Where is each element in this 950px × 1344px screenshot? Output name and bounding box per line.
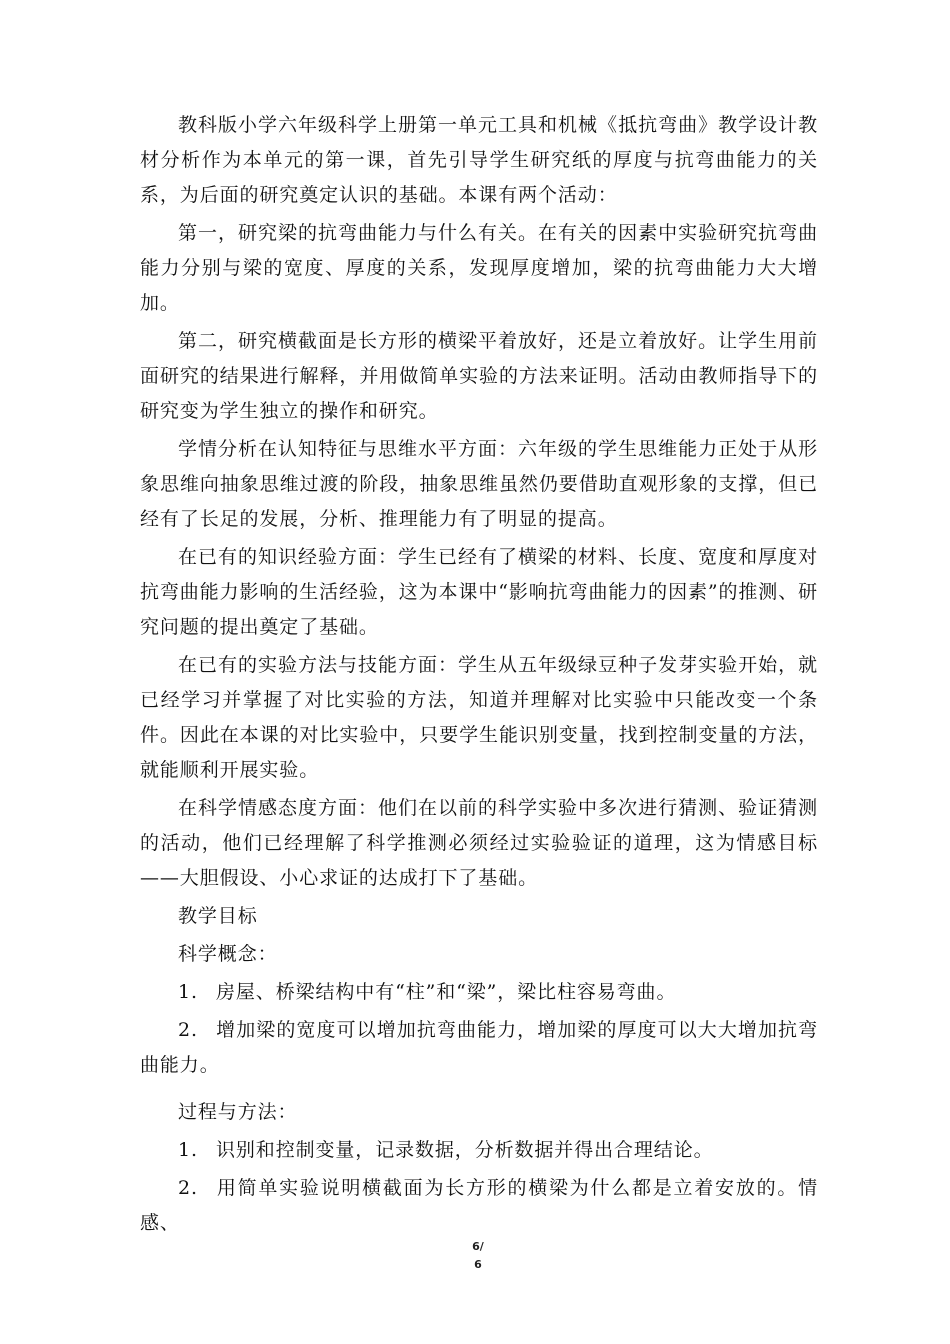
list-item-text: 识别和控制变量，记录数据，分析数据并得出合理结论。	[216, 1139, 714, 1161]
science-concept-item	[140, 1013, 818, 1083]
list-item-text: 增加梁的宽度可以增加抗弯曲能力，增加梁的厚度可以大大增加抗弯曲能力。	[140, 1019, 818, 1076]
process-methods-heading: 过程与方法：	[178, 1101, 298, 1123]
document-body	[140, 108, 818, 1241]
paragraph-student-analysis: 学情分析在认知特征与思维水平方面：六年级的学生思维能力正处于从形象思维向抽象思维过渡的阶段，抽象思维虽然仍要借助直观形象的支撑，但已经有了长足的发展，分析、推理能力有了明显的提高。	[140, 438, 818, 530]
science-concept-item	[140, 975, 818, 1010]
list-number: 2.	[178, 1019, 198, 1041]
process-method-item	[140, 1133, 818, 1168]
paragraph-experiment-skills: 在已有的实验方法与技能方面：学生从五年级绿豆种子发芽实验开始，就已经学习并掌握了对比实验的方法，知道并理解对比实验中只能改变一个条件。因此在本课的对比实验中，只要学生能识别变量，找到控制变量的方法，就能顺利开展实验。	[140, 654, 818, 781]
process-method-item	[140, 1171, 818, 1241]
list-item-text: 房屋、桥梁结构中有“柱”和“梁”，梁比柱容易弯曲。	[216, 981, 677, 1003]
science-concepts-heading: 科学概念：	[178, 943, 278, 965]
paragraph-activity-two: 第二，研究横截面是长方形的横梁平着放好，还是立着放好。让学生用前面研究的结果进行解释，并用做简单实验的方法来证明。活动由教师指导下的研究变为学生独立的操作和研究。	[140, 330, 818, 422]
paragraph-emotion-attitude: 在科学情感态度方面：他们在以前的科学实验中多次进行猜测、验证猜测的活动，他们已经理解了科学推测必须经过实验验证的道理，这为情感目标——大胆假设、小心求证的达成打下了基础。	[140, 797, 818, 889]
list-item-text: 用简单实验说明横截面为长方形的横梁为什么都是立着安放的。情感、	[140, 1177, 818, 1234]
list-number: 2.	[178, 1177, 198, 1199]
paragraph-teaching-material-analysis: 教科版小学六年级科学上册第一单元工具和机械《抵抗弯曲》教学设计教材分析作为本单元的第一课，首先引导学生研究纸的厚度与抗弯曲能力的关系，为后面的研究奠定认识的基础。本课有两个活动：	[140, 114, 818, 206]
page-number-top: 6/	[472, 1240, 484, 1253]
paragraph-activity-one: 第一，研究梁的抗弯曲能力与什么有关。在有关的因素中实验研究抗弯曲能力分别与梁的宽度、厚度的关系，发现厚度增加，梁的抗弯曲能力大大增加。	[140, 222, 818, 314]
page-number	[466, 1238, 490, 1274]
list-number: 1.	[178, 981, 198, 1003]
teaching-goals-heading: 教学目标	[178, 905, 258, 927]
page-number-bottom: 6	[474, 1258, 482, 1271]
list-number: 1.	[178, 1139, 198, 1161]
paragraph-knowledge-experience: 在已有的知识经验方面：学生已经有了横梁的材料、长度、宽度和厚度对抗弯曲能力影响的生活经验，这为本课中“影响抗弯曲能力的因素”的推测、研究问题的提出奠定了基础。	[140, 546, 818, 638]
